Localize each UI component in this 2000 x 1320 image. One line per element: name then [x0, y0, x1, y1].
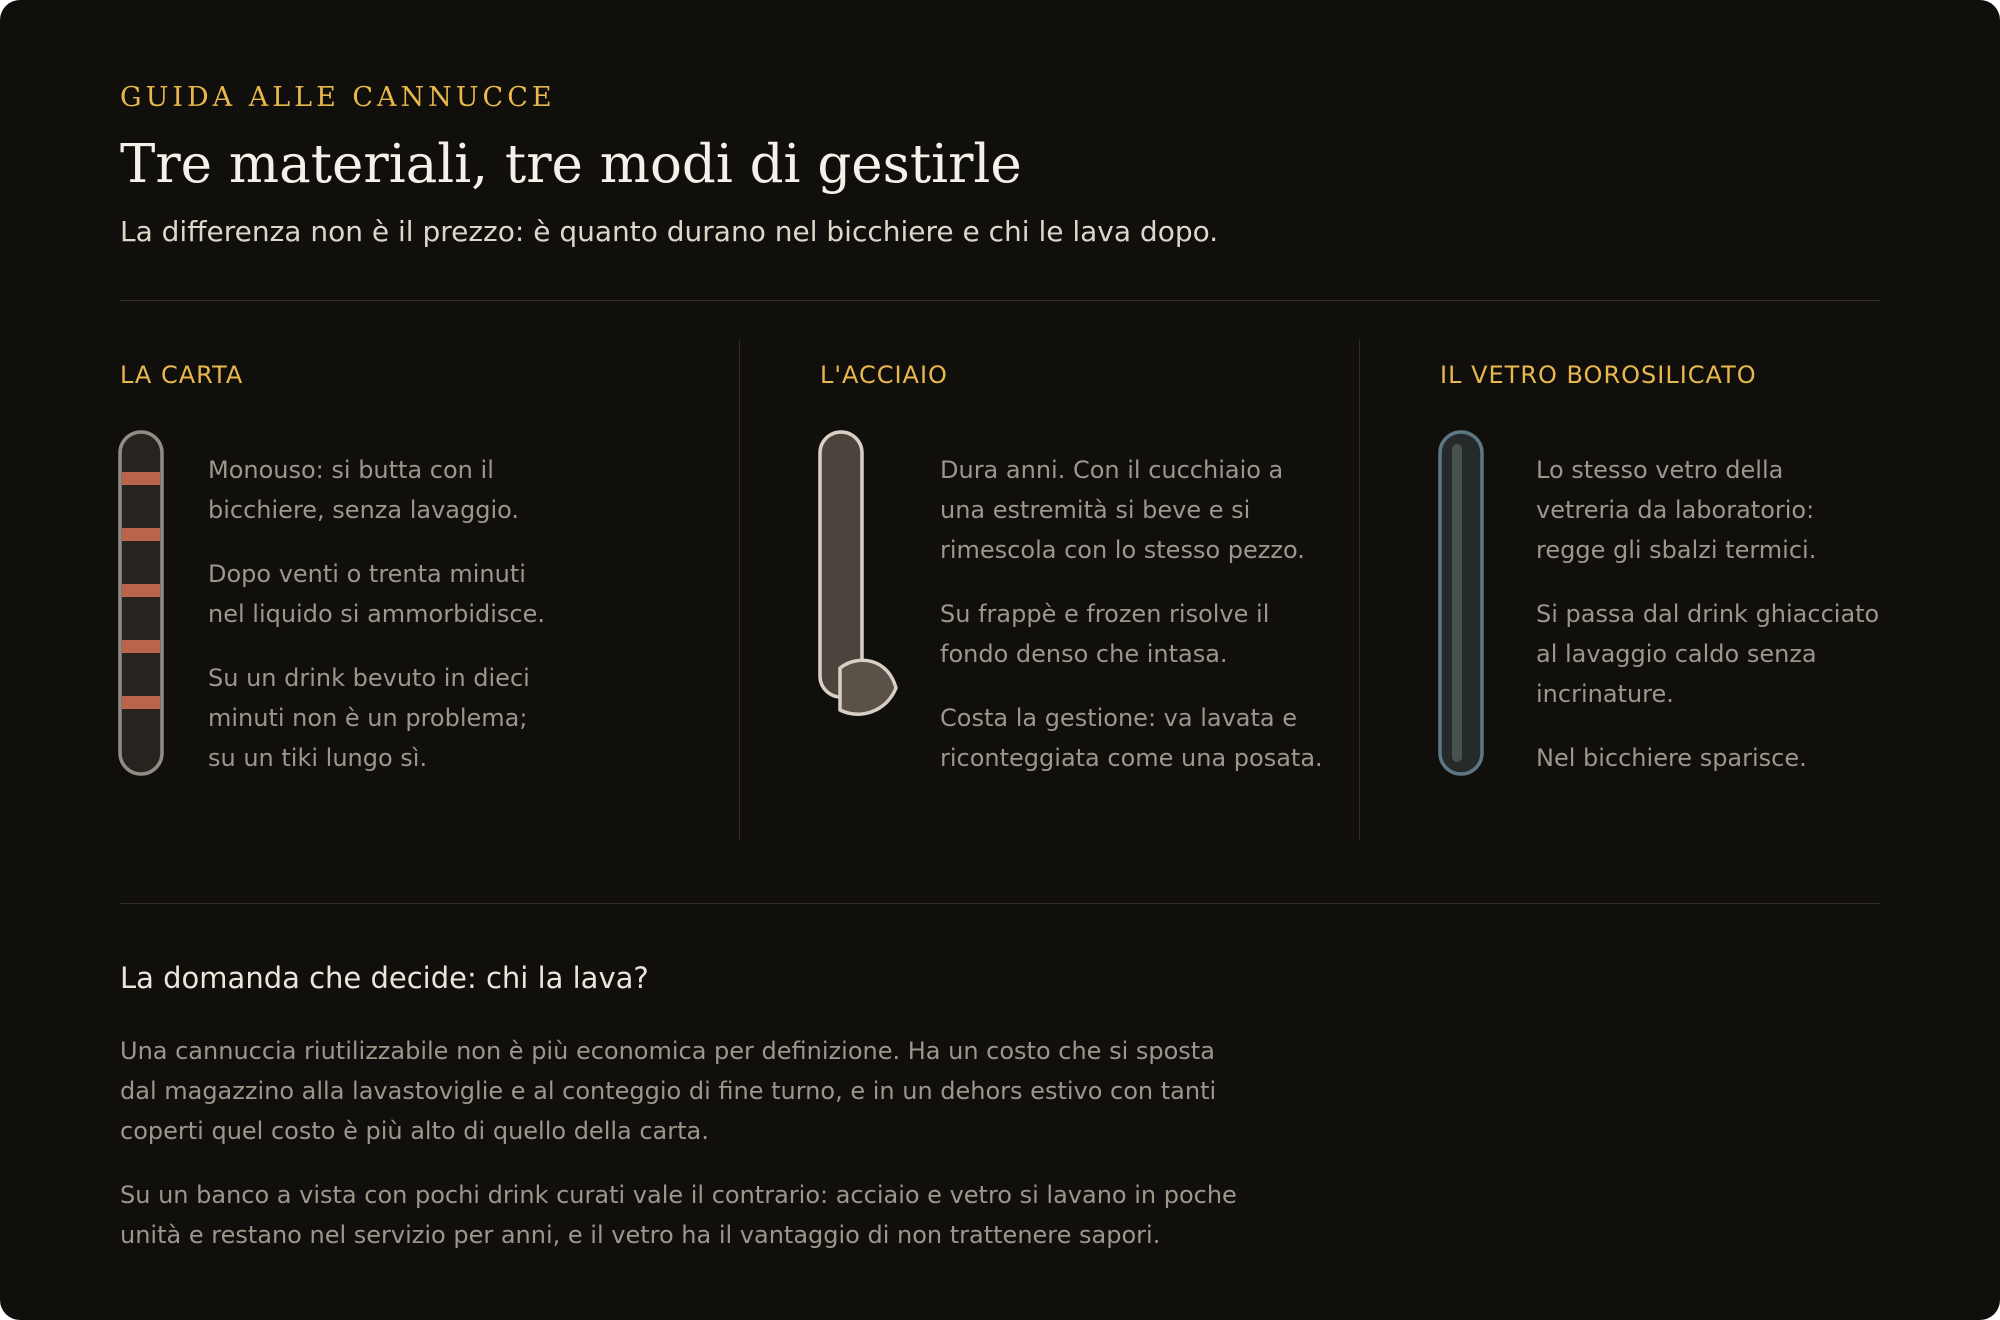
paper-straw-icon: [116, 428, 166, 778]
column-paragraph: Si passa dal drink ghiacciato al lavaggio caldo senza incrinature.: [1536, 600, 1880, 708]
column-text: [940, 450, 1325, 802]
column-separator: [739, 340, 740, 840]
column-paragraph: Dura anni. Con il cucchiaio a una estremità si beve e si rimescola con lo stesso pezzo.: [940, 456, 1305, 564]
section-heading: La domanda che decide: chi la lava?: [120, 961, 649, 995]
column-paragraph: Lo stesso vetro della vetreria da laboratorio: regge gli sbalzi termici.: [1536, 456, 1817, 564]
column-paragraph: Su un drink bevuto in dieci minuti non è un problema; su un tiki lungo sì.: [208, 664, 530, 772]
column-heading: IL VETRO BOROSILICATO: [1440, 361, 1757, 389]
column-text: [1536, 450, 1881, 802]
section-body: [120, 1031, 1240, 1279]
top-divider: [120, 300, 1880, 301]
bottom-divider: [120, 903, 1880, 904]
eyebrow-label: GUIDA ALLE CANNUCCE: [120, 82, 556, 113]
glass-straw-icon: [1436, 428, 1486, 778]
body-paragraph: Su un banco a vista con pochi drink curati vale il contrario: acciaio e vetro si lavano in poche unità e restano nel servizio per anni, e il vetro ha il vantaggio di non trattenere sapori.: [120, 1181, 1237, 1249]
page-subtitle: La differenza non è il prezzo: è quanto durano nel bicchiere e chi le lava dopo.: [120, 215, 1219, 248]
body-paragraph: Una cannuccia riutilizzabile non è più economica per definizione. Ha un costo che si sposta dal magazzino alla lavastoviglie e al conteggio di fine turno, e in un dehors estivo con tanti coperti quel costo è più alto di quello della carta.: [120, 1037, 1217, 1145]
column-paragraph: Monouso: si butta con il bicchiere, senza lavaggio.: [208, 456, 520, 524]
column-text: [208, 450, 553, 802]
steel-spoon-straw-icon: [814, 428, 904, 728]
column-heading: L'ACCIAIO: [820, 361, 948, 389]
column-paragraph: Dopo venti o trenta minuti nel liquido si ammorbidisce.: [208, 560, 545, 628]
column-separator: [1359, 340, 1360, 840]
page-title: Tre materiali, tre modi di gestirle: [120, 134, 1022, 195]
column-paragraph: Su frappè e frozen risolve il fondo denso che intasa.: [940, 600, 1270, 668]
column-paragraph: Nel bicchiere sparisce.: [1536, 744, 1807, 772]
column-heading: LA CARTA: [120, 361, 244, 389]
column-paragraph: Costa la gestione: va lavata e riconteggiata come una posata.: [940, 704, 1323, 772]
